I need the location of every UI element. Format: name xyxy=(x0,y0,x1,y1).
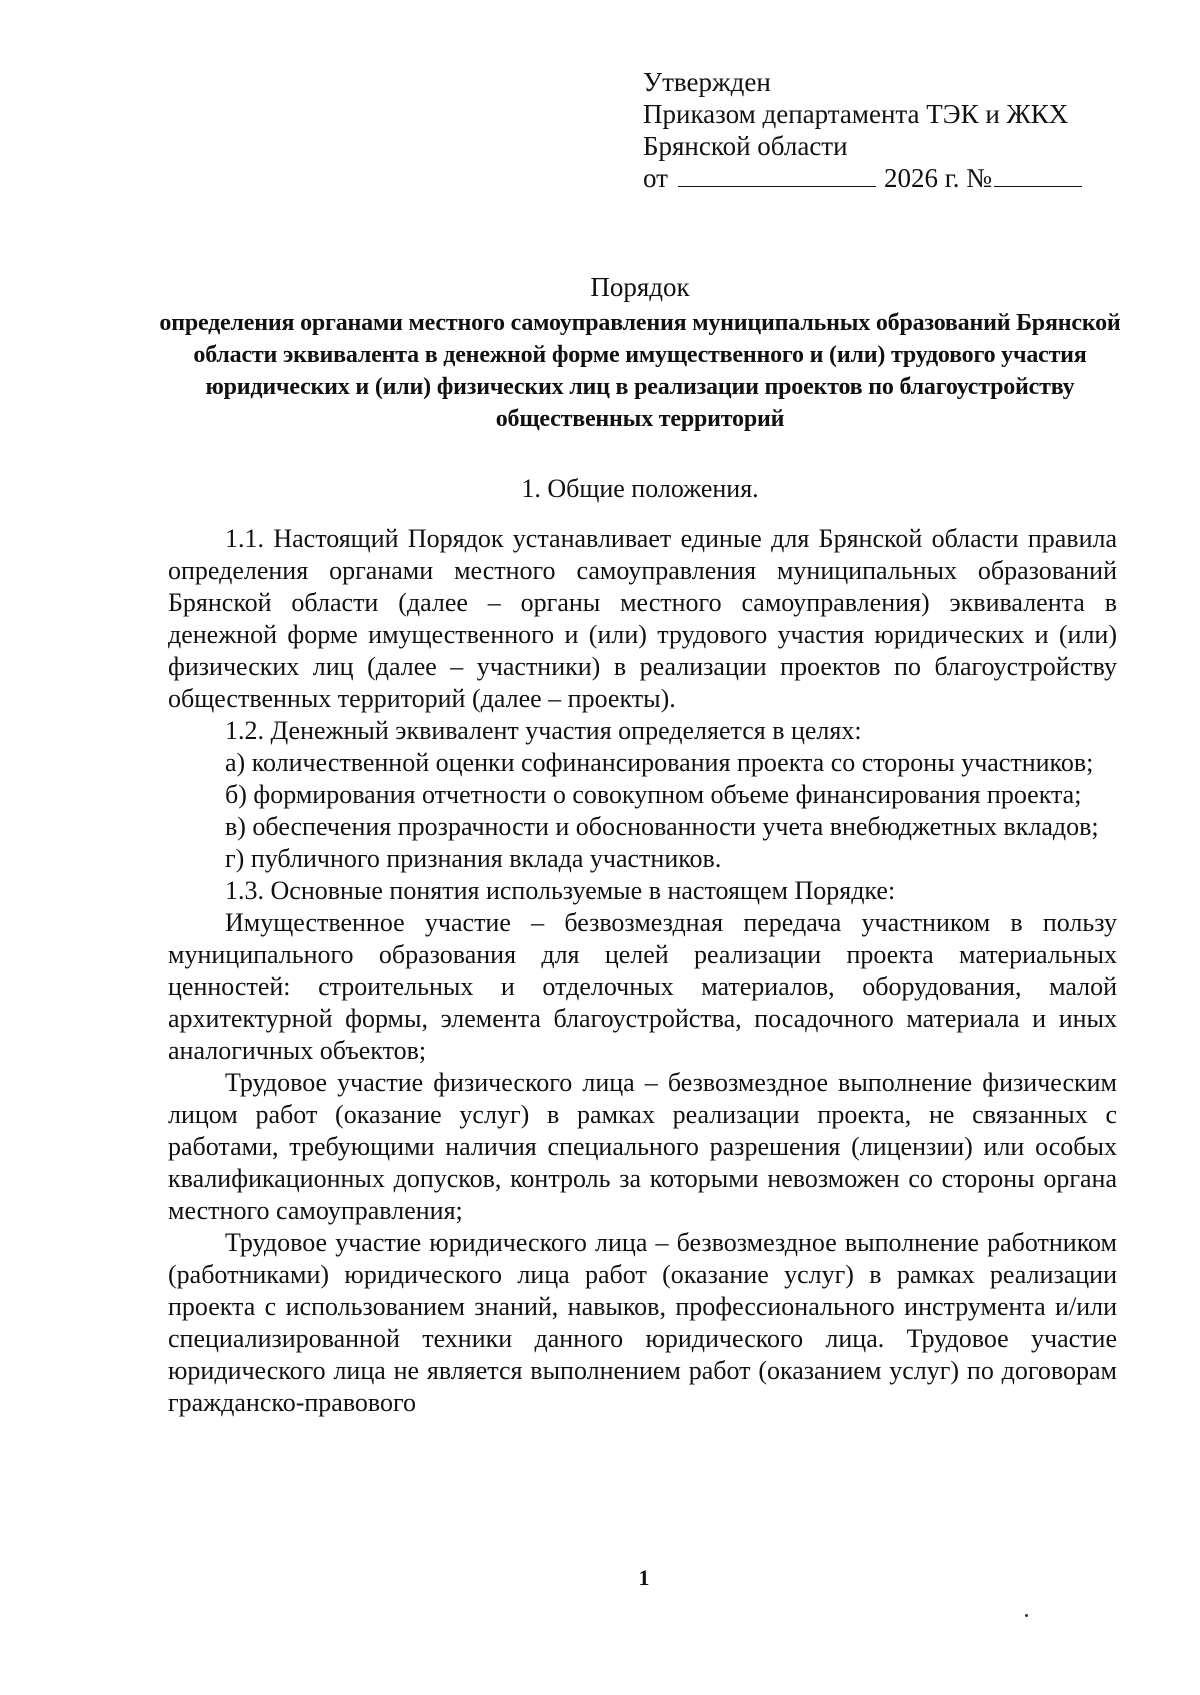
document-title xyxy=(150,272,1130,435)
section-heading: 1. Общие положения. xyxy=(521,474,759,503)
document-body xyxy=(168,523,1117,1419)
paragraph: 1.1. Настоящий Порядок устанавливает единые для Брянской области правила определения органами местного самоуправления муниципальных образований Брянской области (далее – органы местного самоуправления) эквивалента в денежной форме имущественного и (или) трудового участия юридических и (или) физических лиц (далее – участники) в реализации проектов по благоустройству общественных территорий (далее – проекты). xyxy=(168,524,1117,713)
page-number: 1 xyxy=(638,1565,650,1590)
paragraph: а) количественной оценки софинансирования проекта со стороны участников; xyxy=(225,748,1094,777)
scan-speck xyxy=(1025,1614,1028,1617)
date-prefix: от xyxy=(643,163,668,193)
paragraph: Трудовое участие юридического лица – безвозмездное выполнение работником (работниками) юридического лица работ (оказание услуг) в рамках реализации проекта с использованием знаний, навыков, профессионального инструмента и/или специализированной техники данного юридического лица. Трудовое участие юридического лица не является выполнением работ (оказанием услуг) по договорам гражданско-правового xyxy=(168,1228,1117,1417)
paragraph: б) формирования отчетности о совокупном объеме финансирования проекта; xyxy=(225,780,1082,809)
paragraph: 1.2. Денежный эквивалент участия определяется в целях: xyxy=(225,716,862,745)
date-year: 2026 г. № xyxy=(883,163,992,193)
paragraph: Трудовое участие физического лица – безвозмездное выполнение физическим лицом работ (оказание услуг) в рамках реализации проекта, не связанных с работами, требующими наличия специального разрешения (лицензии) или особых квалификационных допусков, контроль за которыми невозможен со стороны органа местного самоуправления; xyxy=(168,1068,1117,1225)
approval-line: Утвержден xyxy=(643,67,771,97)
paragraph: в) обеспечения прозрачности и обоснованности учета внебюджетных вкладов; xyxy=(225,812,1099,841)
title-subtitle: определения органами местного самоуправления муниципальных образований Брянской области эквивалента в денежной форме имущественного и (или) трудового участия юридических и (или) физических лиц в реализации проектов по благоустройству общественных территорий xyxy=(159,310,1121,432)
approval-stamp xyxy=(643,66,1103,194)
paragraph: Имущественное участие – безвозмездная передача участником в пользу муниципального образования для целей реализации проекта материальных ценностей: строительных и отделочных материалов, оборудования, малой архитектурной формы, элемента благоустройства, посадочного материала и иных аналогичных объектов; xyxy=(168,908,1117,1065)
paragraph: 1.3. Основные понятия используемые в настоящем Порядке: xyxy=(225,876,896,905)
approval-line: Брянской области xyxy=(643,131,848,161)
number-blank xyxy=(994,164,1082,187)
paragraph: г) публичного признания вклада участников. xyxy=(225,844,722,873)
approval-date-line xyxy=(643,162,1103,194)
title-heading: Порядок xyxy=(590,272,690,302)
date-blank xyxy=(678,164,876,187)
approval-line: Приказом департамента ТЭК и ЖКХ xyxy=(643,99,1069,129)
